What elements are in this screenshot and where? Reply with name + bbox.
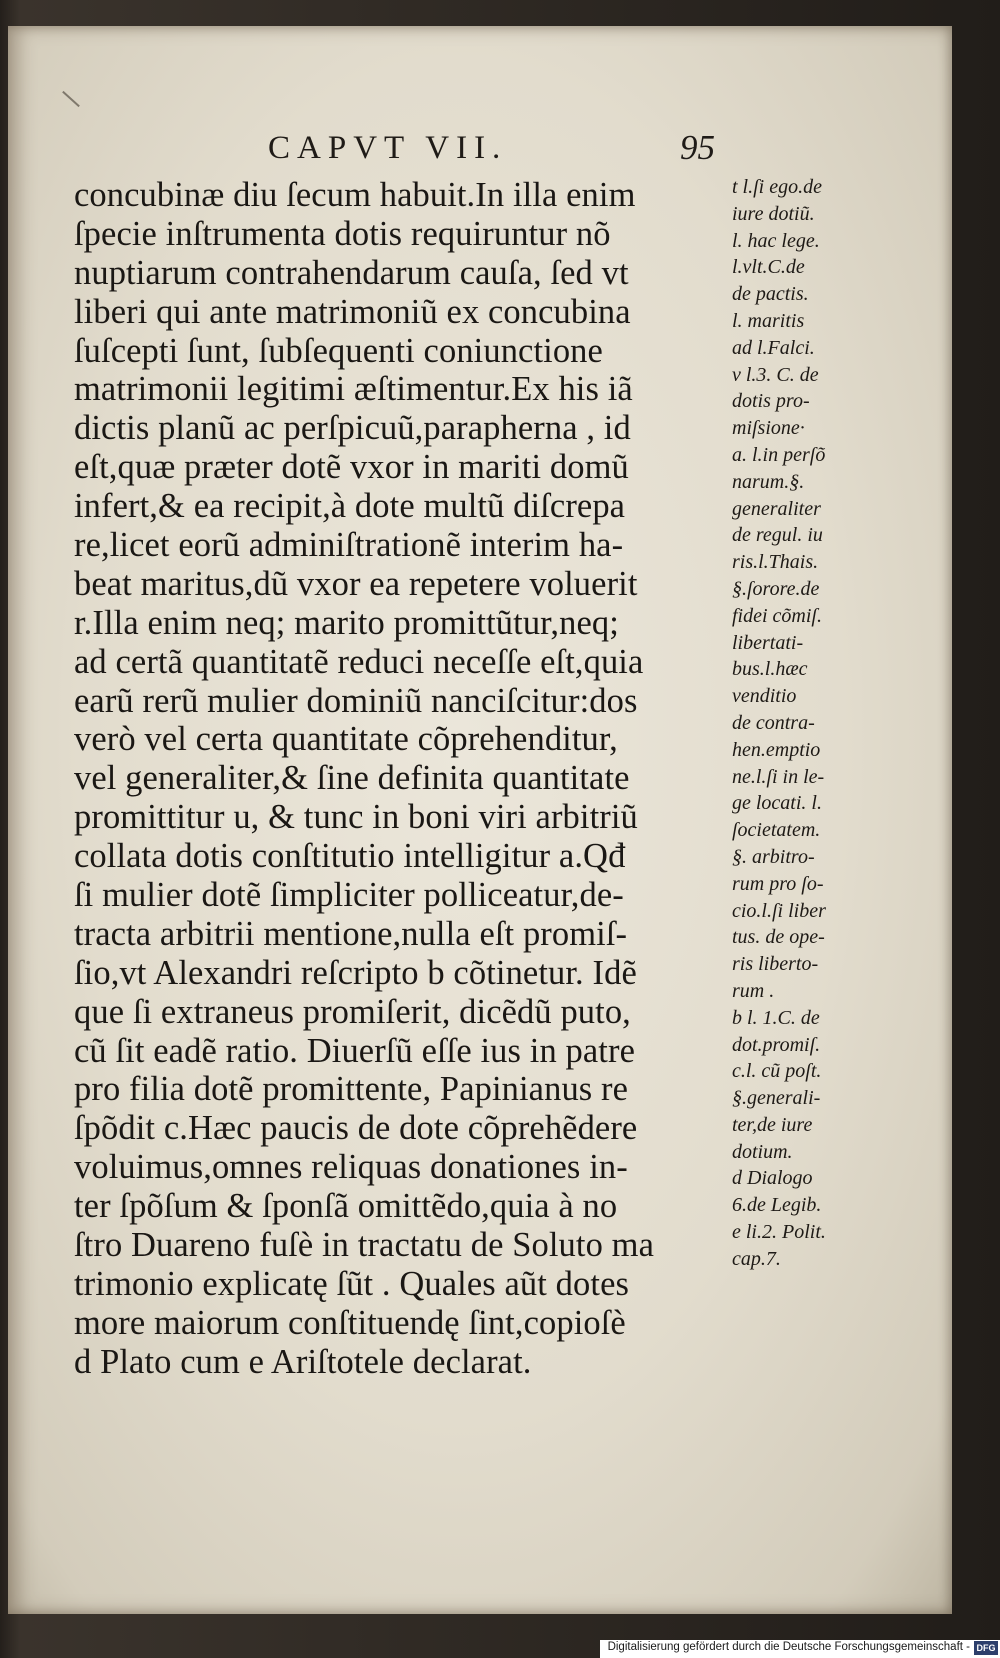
text-line: verò vel certa quantitate cõprehenditur, [74,720,618,759]
text-line: ſpõdit c.Hæc paucis de dote cõprehẽdere [74,1109,638,1148]
margin-note: dot.promiſ. [732,1033,821,1056]
margin-note: de regul. iu [732,524,823,547]
text-line: eſt,quæ præter dotẽ vxor in mariti domũ [74,448,629,487]
text-line: r.Illa enim neq; marito promittũtur,neq; [74,603,619,642]
text-line: que ſi extraneus promiſerit, dicẽdũ puto, [74,992,631,1031]
book-page [8,26,952,1614]
text-line: re,licet eorũ adminiſtrationẽ interim ha- [74,526,624,565]
margin-note: cap.7. [732,1247,781,1270]
margin-note: ter,de iure [732,1113,813,1136]
margin-note: fidei cõmiſ. [732,604,822,627]
margin-note: t l.ſi ego.de [732,176,822,198]
text-line: voluimus,omnes reliquas donationes in- [74,1148,628,1187]
text-line: ad certã quantitatẽ reduci neceſſe eſt,quia [74,642,644,681]
text-line: dictis planũ ac perſpicuũ,parapherna , id [74,409,631,448]
margin-note: rum pro ſo- [732,872,824,895]
margin-note: narum.§. [732,470,805,493]
margin-note: l. hac lege. [732,229,820,252]
margin-note: ris.l.Thais. [732,551,819,574]
text-line: liberi qui ante matrimoniũ ex concubina [74,292,631,331]
margin-note: §.ſorore.de [732,577,820,600]
margin-note: cio.l.ſi liber [732,899,826,922]
margin-note: b l. 1.C. de [732,1006,820,1029]
margin-note: dotium. [732,1140,793,1163]
margin-note: generaliter [732,497,821,520]
text-line: ter ſpõſum & ſponſã omittẽdo,quia à no [74,1187,618,1226]
margin-note: ſocietatem. [732,819,821,842]
margin-note: tus. de ope- [732,926,825,949]
margin-note: ris liberto- [732,953,819,976]
margin-note: de pactis. [732,283,809,306]
text-line: beat maritus,dũ vxor ea repetere voluerit [74,564,638,603]
text-line: trimonio explicatę ſũt . Quales aũt dotes [74,1264,630,1303]
text-line: ſi mulier dotẽ ſimpliciter polliceatur,de- [74,876,624,915]
margin-note: §.generali- [732,1087,821,1110]
body-text [74,176,724,1382]
text-line: concubinæ diu ſecum habuit.In illa enim [74,176,636,214]
margin-note: miſsione· [732,417,805,440]
margin-note: l. maritis [732,309,805,332]
text-line: ſpecie inſtrumenta dotis requiruntur nõ [74,214,611,253]
margin-note: libertati- [732,631,804,654]
margin-note: dotis pro- [732,390,810,413]
margin-note: de contra- [732,711,815,734]
margin-note: §. arbitro- [732,845,815,868]
text-line: tracta arbitrii mentione,nulla eſt promiſ- [74,914,628,953]
digitization-footer [600,1640,1000,1658]
funding-credit: Digitalisierung gefördert durch die Deutsche Forschungsgemeinschaft - [607,1641,970,1653]
margin-note: rum . [732,979,775,1002]
margin-note: bus.l.hæc [732,658,808,681]
margin-note: ge locati. l. [732,792,822,815]
running-head [268,130,788,178]
page-number: 95 [680,128,715,167]
margin-note: hen.emptio [732,738,821,761]
margin-note: v l.3. C. de [732,363,819,386]
text-line: more maiorum conſtituendę ſint,copioſè [74,1303,626,1342]
text-line: promittitur u, & tunc in boni viri arbitriũ [74,798,638,837]
text-line: vel generaliter,& ſine definita quantitate [74,759,630,798]
margin-note: ad l.Falci. [732,336,815,359]
text-line: nuptiarum contrahendarum cauſa, ſed vt [74,253,629,292]
text-line: matrimonii legitimi æſtimentur.Ex his iã [74,370,633,409]
text-line: collata dotis conſtitutio intelligitur a.Qđ [74,837,626,876]
margin-note: ne.l.ſi in le- [732,765,825,788]
margin-note: d Dialogo [732,1167,813,1190]
text-line: ſio,vt Alexandri reſcripto b cõtinetur. Idẽ [74,953,637,992]
text-line: infert,& ea recipit,à dote multũ diſcrepa [74,487,626,526]
text-line: earũ rerũ mulier dominiũ nanciſcitur:dos [74,681,638,720]
text-line: cũ ſit eadẽ ratio. Diuerſũ eſſe ius in patre [74,1031,635,1070]
text-line: ſtro Duareno fuſè in tractatu de Soluto ma [74,1226,654,1265]
text-line: d Plato cum e Ariſtotele declarat. [74,1342,532,1381]
margin-note: a. l.in perſõ [732,443,826,466]
dfg-logo: DFG [974,1641,998,1655]
text-line: pro filia dotẽ promittente, Papinianus re [74,1070,629,1109]
margin-note: e li.2. Polit. [732,1221,826,1244]
ink-mark [62,91,80,107]
margin-note: venditio [732,685,797,708]
text-line: ſuſcepti ſunt, ſubſequenti coniunctione [74,331,603,370]
margin-notes [732,174,862,1273]
margin-note: l.vlt.C.de [732,256,805,279]
margin-note: iure dotiũ. [732,202,815,225]
chapter-title: CAPVT VII. [268,130,508,166]
margin-note: 6.de Legib. [732,1194,822,1217]
margin-note: c.l. cũ poſt. [732,1060,822,1083]
